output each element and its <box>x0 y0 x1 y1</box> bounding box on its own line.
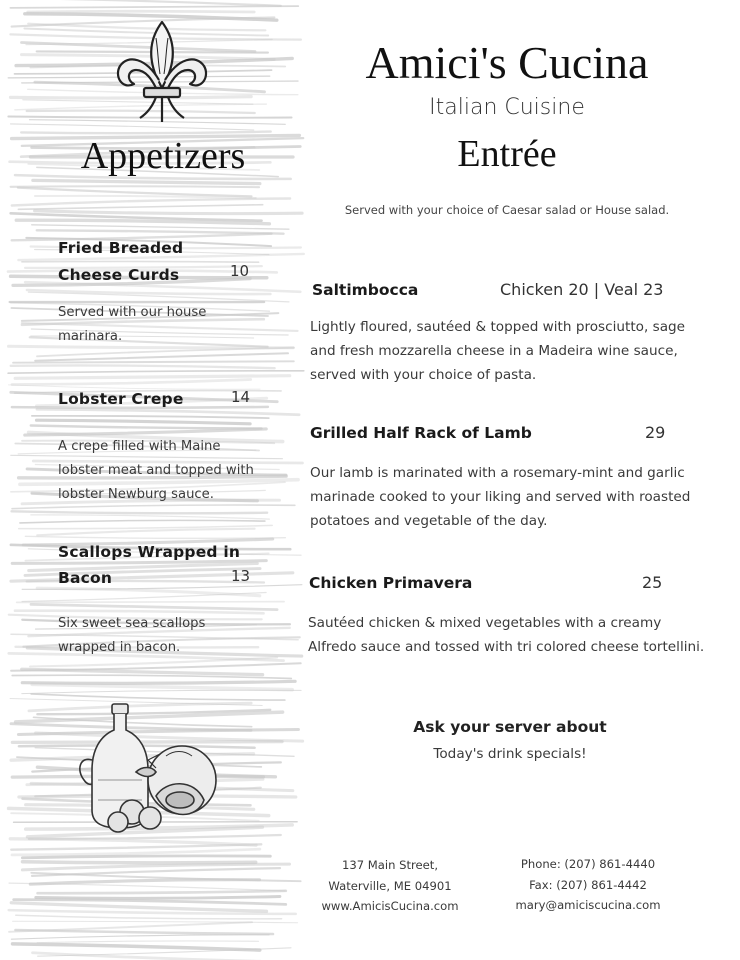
appetizer-price: 14 <box>231 388 251 406</box>
scribble-stroke <box>32 684 292 689</box>
scribble-stroke <box>32 225 289 229</box>
scribble-stroke <box>31 515 269 519</box>
entree-name: Chicken Primavera <box>309 574 473 592</box>
restaurant-tagline: Italian Cuisine <box>429 95 585 120</box>
appetizer-price: 13 <box>231 567 251 585</box>
appetizer-name: Fried Breaded <box>58 239 184 257</box>
entree-price: 25 <box>642 573 663 592</box>
scribble-stroke <box>21 132 271 134</box>
entree-price: 29 <box>645 423 666 442</box>
appetizer-description: lobster Newburg sauce. <box>58 487 214 502</box>
scribble-stroke <box>23 0 281 6</box>
scribble-stroke <box>35 211 303 214</box>
specials-title: Ask your server about <box>413 718 607 736</box>
scribble-stroke <box>22 681 295 683</box>
scribble-stroke <box>22 856 270 858</box>
scribble-stroke <box>8 371 304 373</box>
appetizer-description: marinara. <box>58 329 123 344</box>
scribble-stroke <box>28 11 255 12</box>
scribble-stroke <box>15 930 273 934</box>
scribble-stroke <box>23 862 256 863</box>
entree-description: Alfredo sauce and tossed with tri colored cheese tortellini. <box>308 639 705 655</box>
fleur-de-lis-icon <box>112 18 212 128</box>
footer-email[interactable]: mary@amiciscucina.com <box>515 898 661 912</box>
scribble-stroke <box>13 944 260 950</box>
footer-website[interactable]: www.AmicisCucina.com <box>321 899 459 913</box>
appetizer-name-cont: Cheese Curds <box>58 266 180 284</box>
footer-address-line2: Waterville, ME 04901 <box>328 879 452 893</box>
appetizer-name: Lobster Crepe <box>58 390 184 408</box>
scribble-stroke <box>31 604 277 609</box>
footer-phone[interactable]: Phone: (207) 861-4440 <box>520 857 656 871</box>
scribble-stroke <box>33 953 261 960</box>
appetizer-description: Six sweet sea scallops <box>58 616 206 631</box>
entree-heading: Entrée <box>457 133 557 175</box>
scribble-stroke <box>32 416 269 418</box>
scribble-stroke <box>31 426 262 429</box>
entree-name: Saltimbocca <box>312 281 419 299</box>
scribble-stroke <box>11 935 269 939</box>
appetizer-name: Scallops Wrapped in <box>58 543 241 561</box>
appetizers-heading: Appetizers <box>80 135 246 177</box>
footer-address-line1: 137 Main Street, <box>341 858 439 872</box>
scribble-stroke <box>36 897 280 899</box>
scribble-stroke <box>22 669 263 674</box>
scribble-stroke <box>12 511 268 513</box>
appetizer-name-cont: Bacon <box>58 569 113 587</box>
restaurant-name: Amici's Cucina <box>365 37 649 88</box>
entree-price: Chicken 20 | Veal 23 <box>500 280 664 299</box>
entree-description: served with your choice of pasta. <box>310 367 537 383</box>
scribble-stroke <box>38 891 286 893</box>
scribble-stroke <box>9 883 285 891</box>
scribble-stroke <box>13 921 298 922</box>
scribble-stroke <box>11 365 275 368</box>
olive-oil-tomato-sketch <box>70 700 230 840</box>
appetizer-description: A crepe filled with Maine <box>58 439 221 454</box>
entree-description: Lightly floured, sautéed & topped with prosciutto, sage <box>310 319 686 335</box>
scribble-stroke <box>20 520 265 523</box>
entree-description: Sautéed chicken & mixed vegetables with a creamy <box>308 615 662 631</box>
entree-description: marinade cooked to your liking and served with roasted <box>310 489 691 505</box>
specials-subtitle: Today's drink specials! <box>433 746 587 762</box>
entree-description: potatoes and vegetable of the day. <box>310 513 548 529</box>
entree-note: Served with your choice of Caesar salad or House salad. <box>344 203 670 217</box>
scribble-stroke <box>37 529 254 536</box>
scribble-stroke <box>16 915 282 919</box>
scribble-stroke <box>22 690 301 693</box>
scribble-stroke <box>17 602 284 603</box>
scribble-stroke <box>37 230 284 233</box>
entree-name: Grilled Half Rack of Lamb <box>310 424 532 442</box>
appetizer-description: lobster meat and topped with <box>58 463 254 478</box>
scribble-stroke <box>33 180 260 183</box>
scribble-stroke <box>13 361 294 362</box>
footer-fax: Fax: (207) 861-4442 <box>529 878 647 892</box>
scribble-stroke <box>37 941 259 943</box>
scribble-stroke <box>37 420 251 424</box>
scribble-stroke <box>10 6 298 8</box>
scribble-stroke <box>15 376 290 379</box>
scribble-stroke <box>9 346 294 348</box>
scribble-stroke <box>18 205 262 210</box>
appetizer-description: wrapped in bacon. <box>58 640 181 655</box>
appetizer-description: Served with our house <box>58 305 207 320</box>
scribble-stroke <box>11 186 259 187</box>
entree-description: Our lamb is marinated with a rosemary-mint and garlic <box>310 465 685 481</box>
scribble-stroke <box>22 593 266 602</box>
appetizer-price: 10 <box>230 262 250 280</box>
entree-description: and fresh mozzarella cheese in a Madeira wine sauce, <box>310 343 678 359</box>
scribble-stroke <box>11 844 261 849</box>
scribble-stroke <box>12 380 251 385</box>
